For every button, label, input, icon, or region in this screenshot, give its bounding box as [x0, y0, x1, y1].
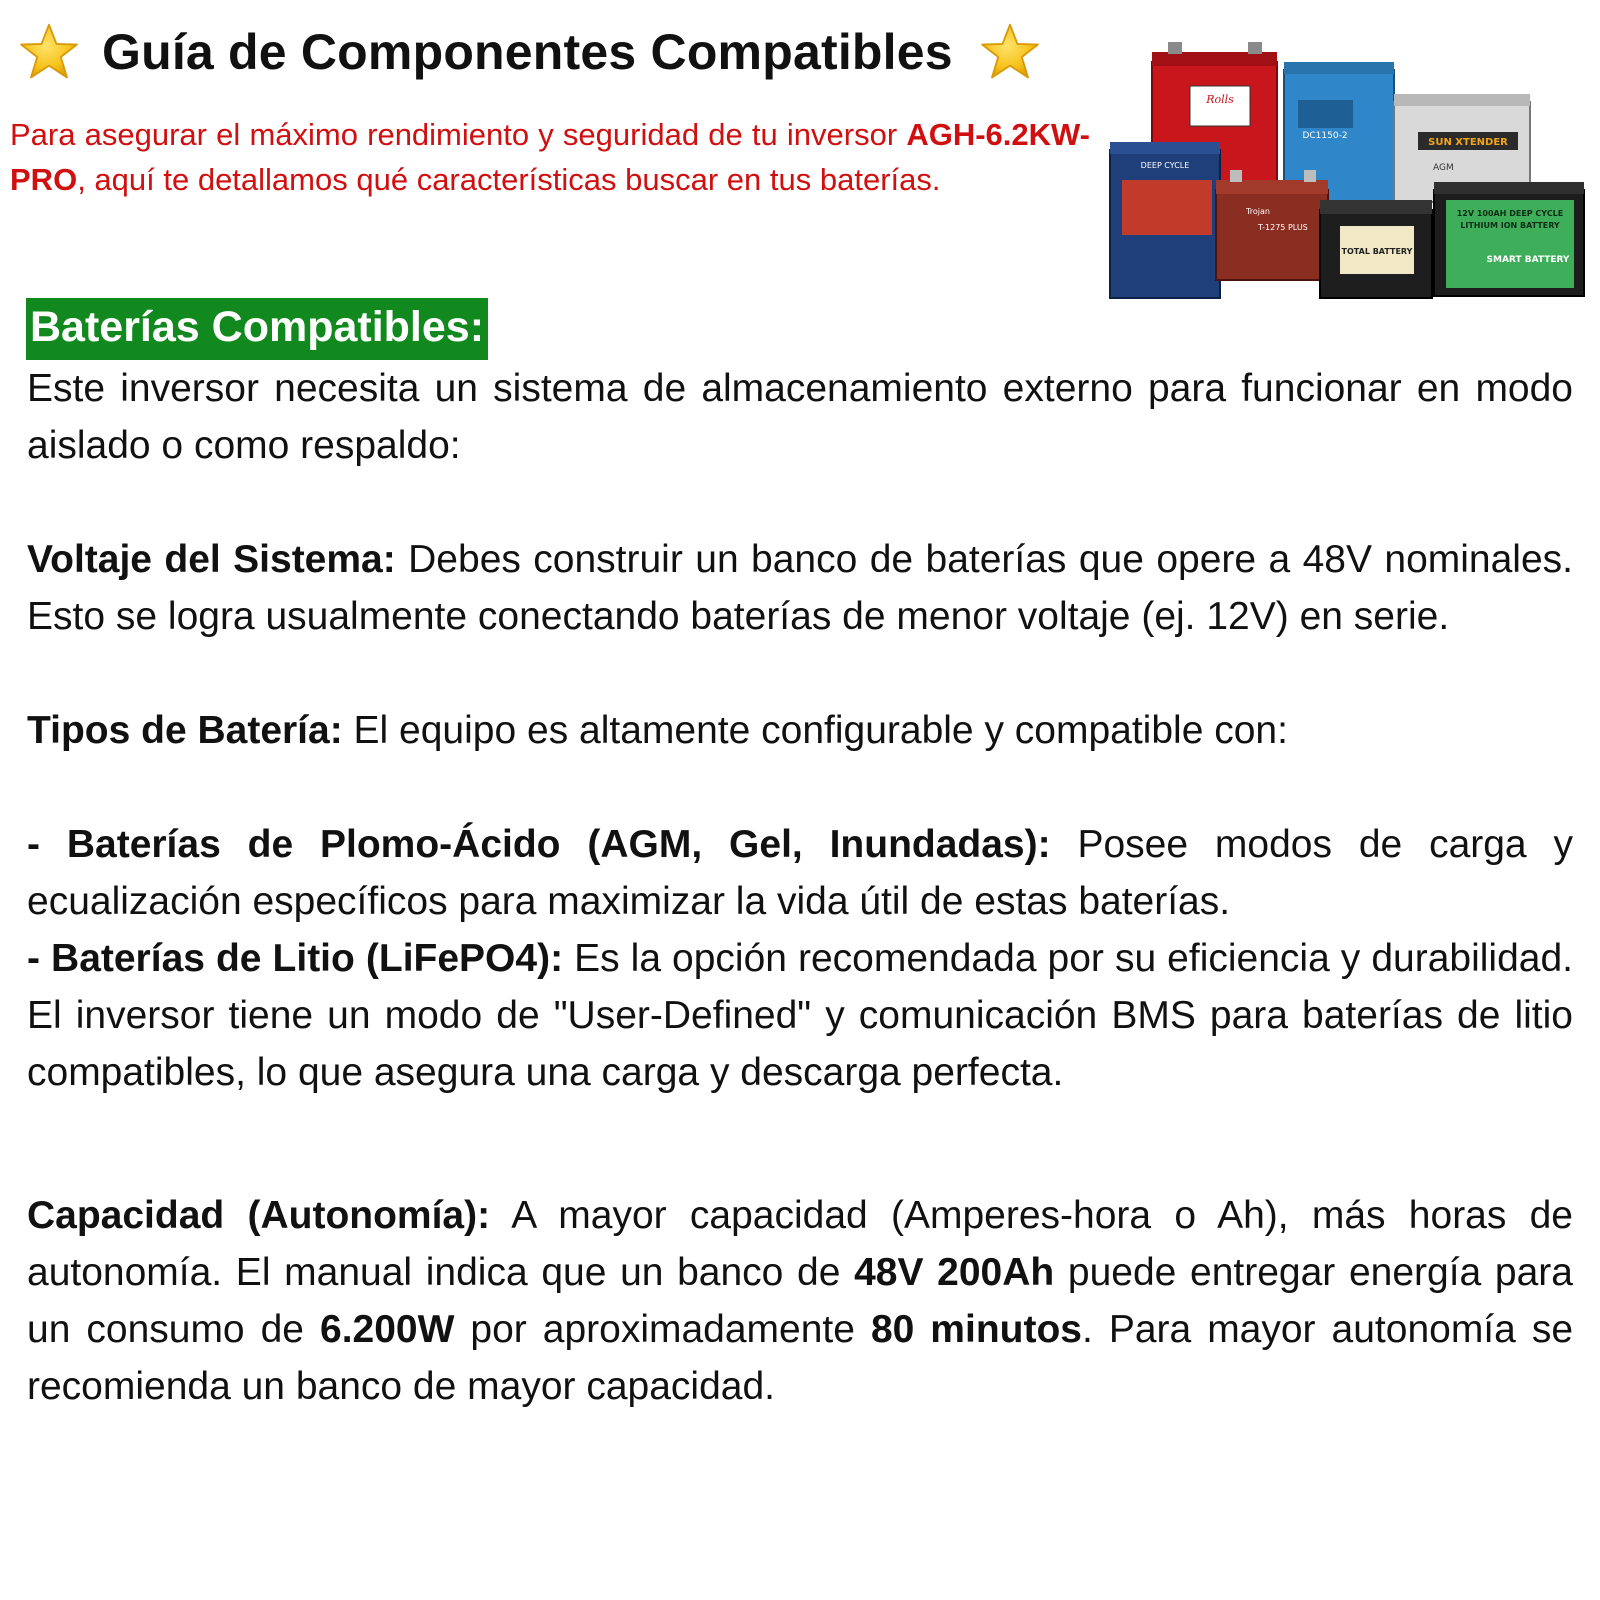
- litio-text: Es la opción recomendada por su eficiencia y durabilidad. El inversor tiene un modo de "User-Defined" y comunicación BMS para baterías de litio compatibles, lo que asegura una carga y descarga perfecta.: [27, 937, 1573, 1094]
- battery-black-label: TOTAL BATTERY: [1341, 247, 1413, 256]
- battery-grey-sub: AGM: [1433, 163, 1454, 173]
- intro-part-1: Para asegurar el máximo rendimiento y seguridad de tu inversor: [10, 117, 898, 152]
- litio-label: - Baterías de Litio (LiFePO4):: [27, 937, 564, 980]
- page-title: Guía de Componentes Compatibles: [102, 24, 953, 80]
- intro-text: [10, 112, 1090, 202]
- battery-grey-label: SUN XTENDER: [1428, 137, 1508, 148]
- capacidad-duration: 80 minutos: [870, 1308, 1082, 1351]
- capacidad-text-2: puede entregar energía para un consumo de: [27, 1251, 1573, 1351]
- star-icon: [979, 21, 1041, 83]
- capacidad-bank: 48V 200Ah: [854, 1251, 1055, 1294]
- battery-brown: [1216, 170, 1328, 280]
- capacidad-text-3: por aproximadamente: [454, 1308, 871, 1351]
- intro-paragraph: Este inversor necesita un sistema de almacenamiento externo para funcionar en modo aislado o como respaldo:: [27, 367, 1573, 467]
- title-row: [18, 18, 1118, 86]
- capacidad-text-1: A mayor capacidad (Amperes-hora o Ah), más horas de autonomía. El manual indica que un banco de: [27, 1194, 1574, 1294]
- plomo-label: - Baterías de Plomo-Ácido (AGM, Gel, Inundadas):: [27, 823, 1051, 866]
- battery-black: [1320, 200, 1432, 298]
- voltaje-paragraph: [27, 531, 1573, 645]
- battery-brown-brand: Trojan: [1246, 207, 1270, 216]
- tipos-paragraph: [27, 702, 1573, 759]
- voltaje-label: Voltaje del Sistema:: [27, 538, 396, 581]
- battery-lithium-line2: LITHIUM ION BATTERY: [1460, 221, 1560, 230]
- battery-lithium: [1434, 182, 1584, 296]
- header: [18, 18, 1118, 86]
- battery-lithium-brand: SMART BATTERY: [1486, 255, 1570, 265]
- capacidad-paragraph: [27, 1187, 1573, 1415]
- battery-brown-label: T-1275 PLUS: [1258, 223, 1308, 232]
- star-icon: [18, 21, 80, 83]
- voltaje-text: Debes construir un banco de baterías que opere a 48V nominales. Esto se logra usualmente conectando baterías de menor voltaje (ej. 12V) en serie.: [27, 538, 1573, 638]
- battery-lithium-line1: 12V 100AH DEEP CYCLE: [1456, 209, 1564, 218]
- batteries-image: [1108, 40, 1596, 310]
- body-text: [27, 360, 1573, 1415]
- battery-blue-front-label: DEEP CYCLE: [1140, 161, 1190, 170]
- capacidad-label: Capacidad (Autonomía):: [27, 1194, 491, 1237]
- plomo-text: Posee modos de carga y ecualización específicos para maximizar la vida útil de estas baterías.: [27, 823, 1573, 923]
- battery-blue-label: DC1150-2: [1302, 131, 1348, 141]
- litio-paragraph: [27, 930, 1573, 1101]
- section-label: Baterías Compatibles:: [26, 298, 488, 360]
- intro-part-2: , aquí te detallamos qué características buscar en tus baterías.: [77, 162, 941, 197]
- plomo-paragraph: [27, 816, 1573, 930]
- tipos-text: El equipo es altamente configurable y compatible con:: [342, 709, 1288, 752]
- capacidad-power: 6.200W: [320, 1308, 455, 1351]
- capacidad-text-4: . Para mayor autonomía se recomienda un banco de mayor capacidad.: [27, 1308, 1574, 1408]
- tipos-label: Tipos de Batería:: [27, 709, 343, 752]
- model-name: AGH-6.2KW-PRO: [10, 117, 1090, 197]
- battery-blue-front: [1110, 142, 1220, 298]
- battery-red-label: Rolls: [1206, 93, 1234, 106]
